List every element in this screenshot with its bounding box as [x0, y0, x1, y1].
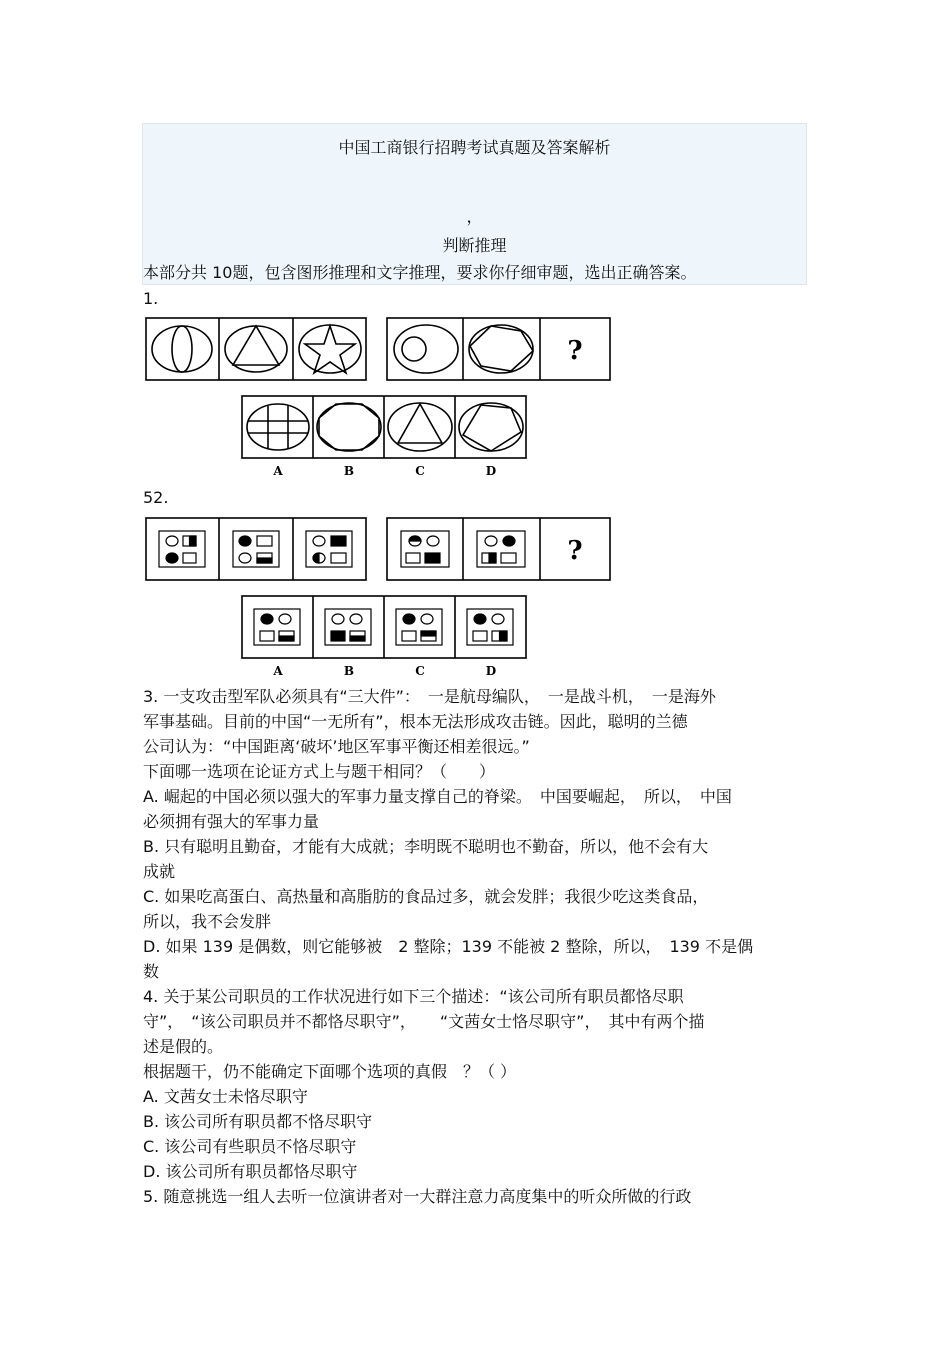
question-3-line: 3. 一支攻击型军队必须具有“三大件”： 一是航母编队， 一是战斗机， 一是海外	[143, 687, 716, 706]
question-1-option-c-label: C	[415, 464, 425, 478]
page-title: 中国工商银行招聘考试真题及答案解析	[338, 138, 611, 157]
question-3-line: 公司认为：“中国距离‘破坏’地区军事平衡还相差很远。”	[143, 737, 530, 756]
question-1-number: 1.	[143, 289, 159, 308]
question-3-option-c-cont: 所以，我不会发胖	[143, 912, 272, 931]
question-1-qmark: ?	[567, 336, 583, 366]
question-4-option-a: A. 文茜女士未恪尽职守	[143, 1087, 308, 1106]
section-title: 判断推理	[442, 236, 507, 255]
question-4-option-b: B. 该公司所有职员都不恪尽职守	[143, 1112, 373, 1131]
question-1-option-d-label: D	[485, 464, 497, 478]
question-3-line: 军事基础。目前的中国“一无所有”，根本无法形成攻击链。因此，聪明的兰德	[143, 712, 688, 731]
question-2-option-b-label: B	[343, 664, 355, 678]
question-4-prompt: 根据题干，仍不能确定下面哪个选项的真假 ？（ ）	[143, 1062, 517, 1081]
question-4-line: 守”， “该公司职员并不都恪尽职守”， “文茜女士恪尽职守”， 其中有两个描	[143, 1012, 705, 1031]
question-3-option-a-cont: 必须拥有强大的军事力量	[143, 812, 320, 831]
question-4-option-d: D. 该公司所有职员都恪尽职守	[143, 1162, 358, 1181]
question-4-line: 4. 关于某公司职员的工作状况进行如下三个描述：“该公司所有职员都恪尽职	[143, 987, 684, 1006]
question-4-option-c: C. 该公司有些职员不恪尽职守	[143, 1137, 357, 1156]
question-2-stem-figure	[145, 517, 615, 581]
question-1-option-b-label: B	[343, 464, 355, 478]
question-3-prompt: 下面哪一选项在论证方式上与题干相同？（ ）	[143, 762, 496, 781]
question-3-option-b: B. 只有聪明且勤奋，才能有大成就；李明既不聪明也不勤奋，所以，他不会有大	[143, 837, 709, 856]
question-2-qmark: ?	[567, 536, 583, 566]
question-3-option-d: D. 如果 139 是偶数，则它能够被 2 整除；139 不能被 2 整除，所以， 139 不是偶	[143, 937, 754, 956]
intro-text: 本部分共 10题，包含图形推理和文字推理，要求你仔细审题，选出正确答案。	[143, 263, 697, 282]
question-1-options-figure	[241, 395, 531, 480]
question-1-option-a-label: A	[273, 464, 283, 478]
question-1-stem-figure	[145, 317, 615, 381]
question-2-option-a-label: A	[273, 664, 283, 678]
question-3-option-b-cont: 成就	[143, 862, 176, 881]
stray-comma: ，	[466, 207, 483, 226]
question-3-option-c: C. 如果吃高蛋白、高热量和高脂肪的食品过多，就会发胖；我很少吃这类食品，	[143, 887, 709, 906]
question-5-line: 5. 随意挑选一组人去听一位演讲者对一大群注意力高度集中的听众所做的行政	[143, 1187, 692, 1206]
question-3-option-d-cont: 数	[143, 962, 160, 981]
question-2-options-figure	[241, 595, 531, 680]
question-4-line: 述是假的。	[143, 1037, 224, 1056]
question-2-option-d-label: D	[485, 664, 497, 678]
question-2-option-c-label: C	[415, 664, 425, 678]
header-block	[142, 123, 807, 285]
question-2-number: 52.	[143, 488, 169, 507]
question-3-option-a: A. 崛起的中国必须以强大的军事力量支撑自己的脊梁。 中国要崛起， 所以， 中国	[143, 787, 732, 806]
